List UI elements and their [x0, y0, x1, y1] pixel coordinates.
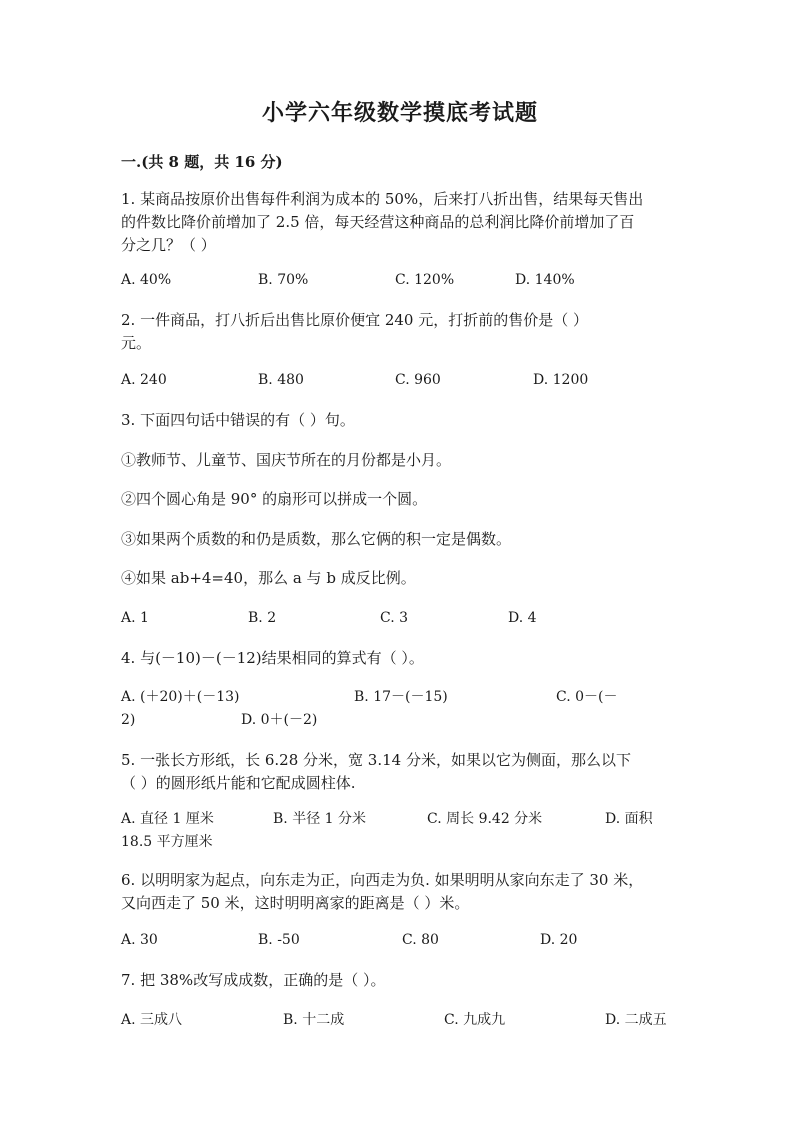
q6-option-d: D. 20: [540, 932, 578, 948]
q3-option-d: D. 4: [508, 610, 537, 626]
q2-line-2: 元。: [121, 334, 152, 352]
q7-option-a: A. 三成八: [121, 1012, 183, 1028]
q1-line-1: 1. 某商品按原价出售每件利润为成本的 50%，后来打八折出售，结果每天售出: [121, 190, 644, 208]
q3-option-b: B. 2: [248, 610, 277, 626]
q7-option-c: C. 九成九: [444, 1012, 506, 1028]
q1-option-a: A. 40%: [121, 272, 172, 288]
q1-option-c: C. 120%: [395, 272, 455, 288]
q2-line-1: 2. 一件商品，打八折后出售比原价便宜 240 元，打折前的售价是（ ）: [121, 311, 589, 329]
q5-line-1: 5. 一张长方形纸，长 6.28 分米，宽 3.14 分米，如果以它为侧面，那么以下: [121, 751, 631, 769]
q5-option-a: A. 直径 1 厘米: [121, 811, 214, 827]
q4-option-c: C. 0－(－: [556, 689, 618, 705]
q1-option-b: B. 70%: [258, 272, 309, 288]
q2-option-d: D. 1200: [533, 372, 589, 388]
q4-option-c-continued: 2): [121, 712, 136, 728]
q1-line-3: 分之几？（ ）: [121, 236, 216, 254]
q4-line-1: 4. 与(－10)－(－12)结果相同的算式有（ ）。: [121, 649, 424, 667]
q7-line-1: 7. 把 38%改写成成数，正确的是（ ）。: [121, 971, 386, 989]
q1-line-2: 的件数比降价前增加了 2.5 倍，每天经营这种商品的总利润比降价前增加了百: [121, 213, 635, 231]
q3-option-c: C. 3: [380, 610, 409, 626]
q7-option-d: D. 二成五: [605, 1012, 667, 1028]
page-title: 小学六年级数学摸底考试题: [261, 100, 538, 126]
q7-option-b: B. 十二成: [283, 1012, 345, 1028]
q3-statement-1: ①教师节、儿童节、国庆节所在的月份都是小月。: [121, 451, 452, 469]
section-heading: 一.(共 8 题，共 16 分): [121, 153, 283, 171]
q3-line-1: 3. 下面四句话中错误的有（ ）句。: [121, 411, 355, 429]
q4-option-d: D. 0＋(－2): [241, 712, 318, 728]
q3-option-a: A. 1: [121, 610, 149, 626]
q5-line-2: （ ）的圆形纸片能和它配成圆柱体.: [121, 774, 356, 792]
q3-statement-3: ③如果两个质数的和仍是质数，那么它俩的积一定是偶数。: [121, 530, 512, 548]
q5-option-d-continued: 18.5 平方厘米: [121, 834, 213, 850]
q2-option-c: C. 960: [395, 372, 441, 388]
q4-option-b: B. 17－(－15): [354, 689, 448, 705]
q5-option-d: D. 面积: [605, 811, 653, 827]
q1-option-d: D. 140%: [515, 272, 575, 288]
q5-option-b: B. 半径 1 分米: [273, 811, 366, 827]
q2-option-a: A. 240: [121, 372, 167, 388]
q3-statement-4: ④如果 ab+4=40，那么 a 与 b 成反比例。: [121, 569, 416, 587]
q6-option-a: A. 30: [121, 932, 158, 948]
q3-statement-2: ②四个圆心角是 90° 的扇形可以拼成一个圆。: [121, 490, 428, 508]
q4-option-a: A. (＋20)＋(－13): [121, 689, 240, 705]
q2-option-b: B. 480: [258, 372, 304, 388]
q6-option-b: B. -50: [258, 932, 300, 948]
q5-option-c: C. 周长 9.42 分米: [427, 811, 543, 827]
q6-line-1: 6. 以明明家为起点，向东走为正，向西走为负. 如果明明从家向东走了 30 米，: [121, 871, 644, 889]
q6-option-c: C. 80: [402, 932, 439, 948]
q6-line-2: 又向西走了 50 米，这时明明离家的距离是（ ）米。: [121, 894, 470, 912]
